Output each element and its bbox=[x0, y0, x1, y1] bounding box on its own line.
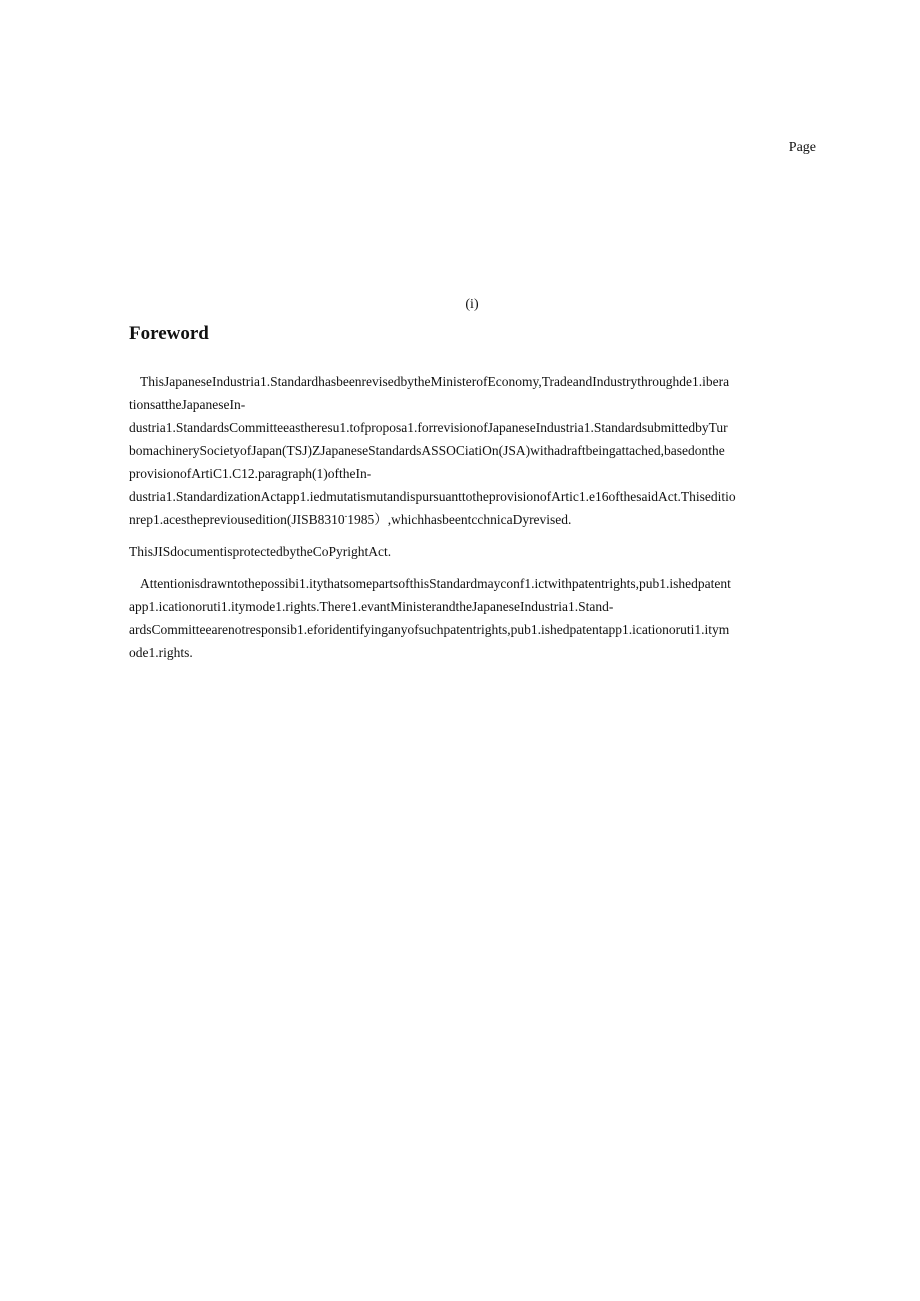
paragraph-1-line-2: tionsattheJapaneseIn- bbox=[129, 397, 246, 412]
document-title: Foreword bbox=[129, 323, 209, 344]
paragraph-1-line-6: dustria1.StandardizationActapp1.iedmutatismutandispursuanttotheprovisionofArtic1.e16ofthesaidAct.Thiseditio bbox=[129, 489, 736, 504]
document-body bbox=[129, 370, 817, 664]
paragraph-1-line-7 bbox=[129, 508, 817, 531]
page-label: Page bbox=[788, 140, 816, 155]
paragraph-1-line-3: dustria1.StandardsCommitteeastheresu1.tofproposa1.forrevisionofJapaneseIndustria1.StandardsubmittedbyTur bbox=[129, 420, 728, 435]
paragraph-3-line-2: app1.icationoruti1.itymode1.rights.There1.evantMinisterandtheJapaneseIndustria1.Stand- bbox=[129, 599, 614, 614]
paragraph-3-line-3: ardsCommitteearenotresponsib1.eforidentifyinganyofsuchpatentrights,pub1.ishedpatentapp1.icationoruti1.itym bbox=[129, 622, 730, 637]
paragraph-3 bbox=[129, 572, 817, 664]
paragraph-1 bbox=[129, 370, 817, 531]
paragraph-1-line-7-text: nrep1.acesthepreviousedition(JISB8310 bbox=[129, 512, 345, 527]
paragraph-2-line-1: ThisJISdocumentisprotectedbytheCoPyrightAct. bbox=[129, 544, 392, 559]
paragraph-3-line-4: ode1.rights. bbox=[129, 645, 193, 660]
paragraph-1-superscript: - bbox=[344, 511, 348, 521]
paragraph-2 bbox=[129, 540, 817, 563]
page-number: (i) bbox=[465, 297, 479, 312]
paragraph-3-line-1: Attentionisdrawntothepossibi1.itythatsomepartsofthisStandardmayconf1.ictwithpatentrights,pub1.ishedpatent bbox=[140, 576, 731, 591]
paragraph-1-line-4: bomachinerySocietyofJapan(TSJ)ZJapaneseStandardsASSOCiatiOn(JSA)withadraftbeingattached,basedonthe bbox=[129, 443, 725, 458]
paragraph-1-line-1: ThisJapaneseIndustria1.StandardhasbeenrevisedbytheMinisterofEconomy,TradeandIndustrythroughde1.ibera bbox=[140, 374, 730, 389]
paragraph-1-line-7-tail: 1985）,whichhasbeentcchnicaDyrevised. bbox=[347, 512, 572, 527]
paragraph-1-line-5: provisionofArtiC1.C12.paragraph(1)oftheIn- bbox=[129, 466, 372, 481]
